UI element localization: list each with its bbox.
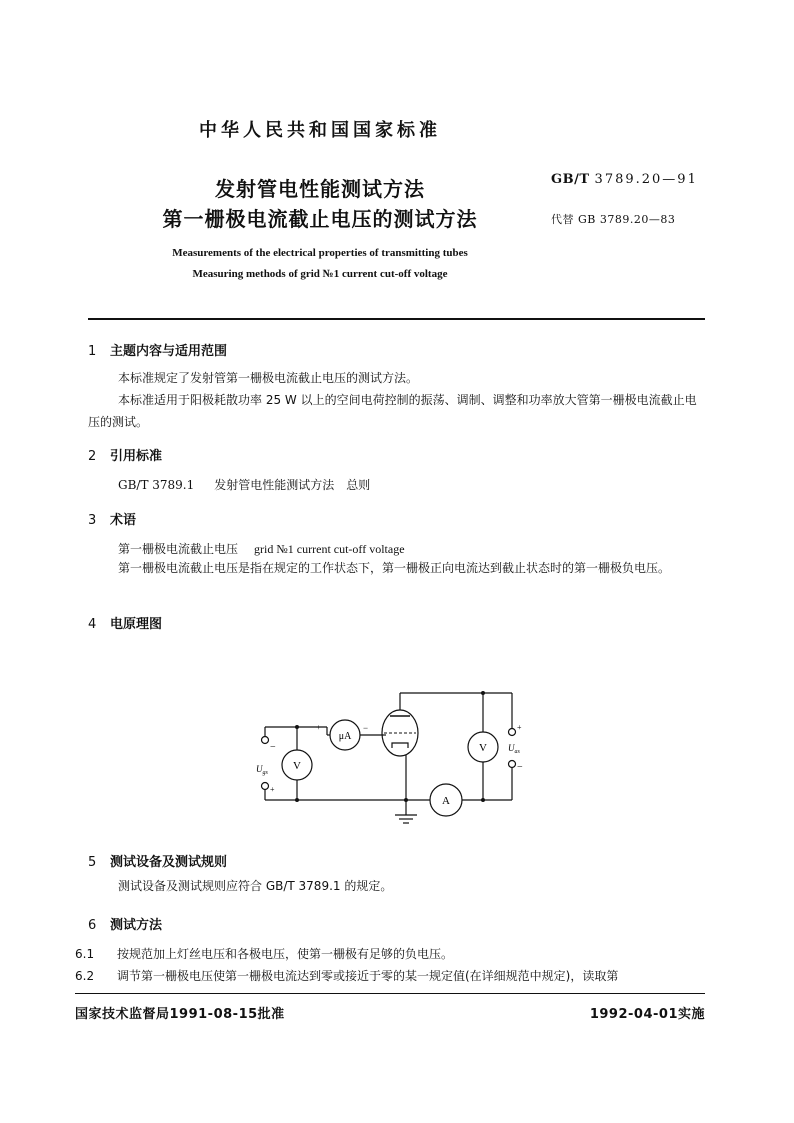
uas-label: $U_{as}$ — [508, 743, 520, 755]
junction-dot — [404, 798, 408, 802]
section-number: 1 — [88, 344, 97, 359]
replaces-standard: 代替 GB 3789.20—83 — [551, 213, 676, 226]
english-title-line1: Measurements of the electrical properties of transmitting tubes — [172, 247, 468, 259]
term-english: grid №1 current cut-off voltage — [254, 542, 405, 556]
section-number: 3 — [88, 513, 97, 528]
standard-code-number: 3789.20—91 — [594, 172, 698, 187]
section-3-heading — [88, 509, 136, 528]
term-entry — [118, 540, 405, 557]
section-1-paragraph-1: 本标准规定了发射管第一栅极电流截止电压的测试方法。 — [118, 371, 419, 385]
step-number: 6.2 — [75, 969, 95, 983]
step-6-1 — [75, 945, 705, 962]
section-title: 电原理图 — [110, 617, 163, 632]
reference-code: GB/T 3789.1 — [118, 478, 195, 492]
section-number: 5 — [88, 855, 97, 870]
standard-code — [551, 172, 698, 187]
uas-plus-sign: + — [517, 723, 522, 732]
footer-divider — [75, 993, 705, 994]
ugs-minus-sign: − — [270, 742, 276, 753]
normative-reference — [118, 476, 390, 493]
ammeter-label: A — [442, 795, 450, 807]
section-number: 4 — [88, 617, 97, 632]
microammeter-label: μA — [338, 731, 352, 742]
voltmeter-left-symbol — [282, 750, 312, 780]
section-title: 测试设备及测试规则 — [110, 855, 228, 870]
section-5-paragraph: 测试设备及测试规则应符合 GB/T 3789.1 的规定。 — [118, 879, 393, 893]
terminal-ugs-plus — [262, 783, 269, 790]
reference-title: 发射管电性能测试方法 总则 — [214, 478, 371, 492]
voltmeter-right-label: V — [479, 742, 487, 754]
vacuum-tube-symbol — [382, 710, 418, 756]
section-6-heading — [88, 914, 162, 933]
circuit-diagram — [250, 680, 540, 830]
microammeter-symbol — [330, 720, 360, 750]
section-1-paragraph-2: 本标准适用于阳极耗散功率 25 W 以上的空间电荷控制的振荡、调制、调整和功率放大管第一栅极电流截止电压的测试。 — [88, 393, 697, 429]
standard-code-prefix: GB/T — [551, 172, 590, 187]
header-divider — [88, 318, 705, 320]
section-4-heading — [88, 613, 162, 632]
document-title-line2: 第一栅极电流截止电压的测试方法 — [162, 207, 478, 231]
ugs-label: $U_{gs}$ — [256, 764, 268, 776]
uas-minus-sign: − — [517, 762, 523, 773]
section-5-heading — [88, 851, 227, 870]
document-title-line1: 发射管电性能测试方法 — [215, 177, 425, 201]
terminal-ugs-minus — [262, 737, 269, 744]
terminal-uas-plus — [509, 729, 516, 736]
section-title: 测试方法 — [110, 918, 163, 933]
junction-dot — [295, 798, 299, 802]
step-text: 按规范加上灯丝电压和各极电压，使第一栅极有足够的负电压。 — [117, 947, 454, 961]
terminal-uas-minus — [509, 761, 516, 768]
step-text: 调节第一栅极电压使第一栅极电流达到零或接近于零的某一规定值(在详细规范中规定)，读取第 — [117, 969, 619, 983]
ugs-plus-sign: + — [270, 785, 275, 794]
ua-minus-sign: − — [363, 723, 369, 733]
step-6-2 — [75, 967, 705, 984]
junction-dot — [481, 691, 485, 695]
ua-plus-sign: + — [316, 723, 321, 732]
section-number: 2 — [88, 449, 97, 464]
approval-date: 国家技术监督局1991-08-15批准 — [75, 1007, 285, 1022]
implementation-date: 1992-04-01实施 — [589, 1007, 705, 1022]
voltmeter-left-label: V — [293, 760, 301, 772]
junction-dot — [295, 725, 299, 729]
term-definition: 第一栅极电流截止电压是指在规定的工作状态下，第一栅极正向电流达到截止状态时的第一栅极负电压。 — [118, 561, 671, 575]
section-title: 术语 — [110, 513, 137, 528]
junction-dot — [481, 798, 485, 802]
ammeter-symbol — [430, 784, 462, 816]
voltmeter-right-symbol — [468, 732, 498, 762]
section-title: 主题内容与适用范围 — [110, 344, 228, 359]
english-title-line2: Measuring methods of grid №1 current cut-off voltage — [192, 268, 448, 280]
step-number: 6.1 — [75, 947, 95, 961]
section-title: 引用标准 — [110, 449, 163, 464]
term-chinese: 第一栅极电流截止电压 — [118, 542, 239, 556]
section-1-heading — [88, 340, 227, 359]
national-standard-heading: 中华人民共和国国家标准 — [199, 120, 441, 141]
section-2-heading — [88, 445, 162, 464]
section-number: 6 — [88, 918, 97, 933]
